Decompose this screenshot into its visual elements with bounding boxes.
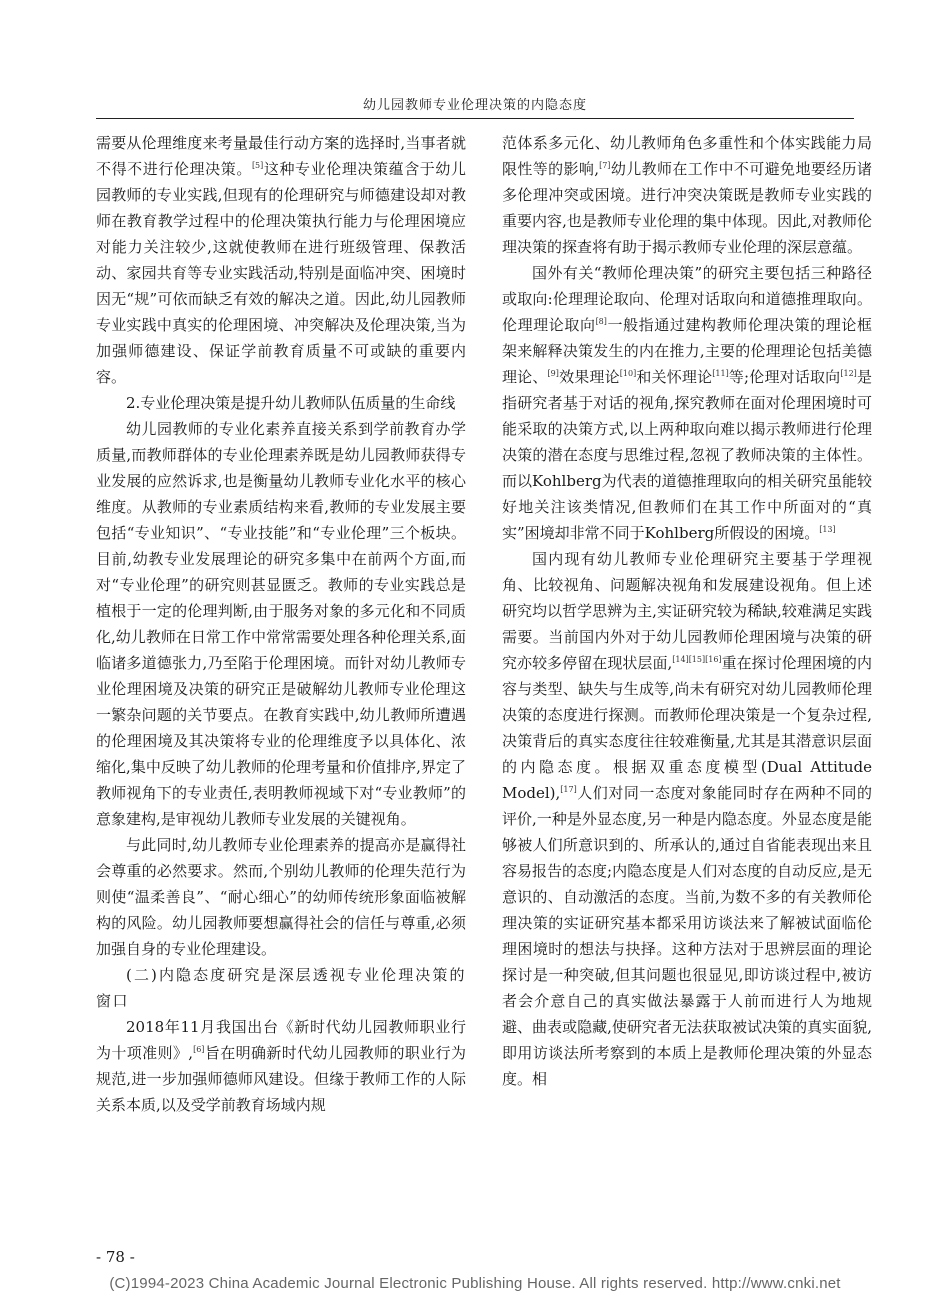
citation-ref: [7] [599, 161, 611, 170]
citation-ref: [5] [251, 161, 264, 170]
paragraph-text: 旨在明确新时代幼儿园教师的职业行为规范,进一步加强师德师风建设。但缘于教师工作的人际关系本质,以及受学前教育场域内规 [96, 1044, 466, 1114]
running-head: 幼儿园教师专业伦理决策的内隐态度 [362, 98, 587, 113]
paragraph-text: 等;伦理对话取向 [728, 368, 841, 386]
paragraph-text: 与此同时,幼儿教师专业伦理素养的提高亦是赢得社会尊重的必然要求。然而,个别幼儿教师的伦理失范行为则使“温柔善良”、“耐心细心”的幼师传统形象面临被解构的风险。幼儿园教师要想赢得社会的信任与尊重,必须加强自身的专业伦理建设。 [96, 836, 466, 958]
paragraph-text: (二)内隐态度研究是深层透视专业伦理决策的窗口 [96, 966, 466, 1010]
page-number: - 78 - [96, 1248, 135, 1266]
paragraph-text: 和关怀理论 [636, 368, 713, 386]
body-paragraph [96, 416, 466, 832]
paragraph-text: 2.专业伦理决策是提升幼儿教师队伍质量的生命线 [126, 394, 456, 412]
paragraph-text: 国外有关“教师伦理决策”的研究主要包括三种路径或取向:伦理理论取向、伦理对话取向和道德推理取向。伦理理论取向 [502, 264, 872, 334]
paragraph-text: 人们对同一态度对象能同时存在两种不同的评价,一种是外显态度,另一种是内隐态度。外显态度是能够被人们所意识到的、所承认的,通过自省能表现出来且容易报告的态度;内隐态度是人们对态度的自动反应,是无意识的、自动激活的态度。当前,为数不多的有关教师伦理决策的实证研究基本都采用访谈法来了解被试面临伦理困境时的想法与抉择。这种方法对于思辨层面的理论探讨是一种突破,但其问题也很显见,即访谈过程中,被访者会介意自己的真实做法暴露于人前而进行人为地规避、曲表或隐藏,使研究者无法获取被试决策的真实面貌,即用访谈法所考察到的本质上是教师伦理决策的外显态度。相 [502, 784, 872, 1088]
paragraph-text: 2018年11月我国出台《新时代幼儿园教师职业行为十项准则》, [96, 1018, 466, 1062]
section-heading [96, 962, 466, 1014]
paragraph-text: 是指研究者基于对话的视角,探究教师在面对伦理困境时可能采取的决策方式,以上两种取向难以揭示教师进行伦理决策的潜在态度与思维过程,忽视了教师决策的主体性。而以Kohlberg为代表的道德推理取向的相关研究虽能较好地关注该类情况,但教师们在其工作中所面对的“真实”困境却非常不同于Kohlberg所假设的困境。 [502, 368, 872, 542]
citation-ref: [13] [819, 525, 836, 534]
citation-ref: [11] [712, 369, 729, 378]
copyright-notice: (C)1994-2023 China Academic Journal Electronic Publishing House. All rights reserved. http://www.cnki.net [109, 1275, 841, 1292]
citation-ref: [8] [595, 317, 607, 326]
body-paragraph [502, 260, 872, 546]
citation-ref: [17] [560, 785, 577, 794]
citation-ref: [9] [547, 369, 559, 378]
citation-ref: [12] [840, 369, 857, 378]
left-column [96, 130, 466, 1118]
paragraph-text: 幼儿教师在工作中不可避免地要经历诸多伦理冲突或困境。进行冲突决策既是教师专业实践的重要内容,也是教师专业伦理的集中体现。因此,对教师伦理决策的探查将有助于揭示教师专业伦理的深层意蕴。 [502, 160, 872, 256]
paragraph-text: 这种专业伦理决策蕴含于幼儿园教师的专业实践,但现有的伦理研究与师德建设却对教师在教育教学过程中的伦理决策执行能力与伦理困境应对能力关注较少,这就使教师在进行班级管理、保教活动、家园共育等专业实践活动,特别是面临冲突、困境时因无“规”可依而缺乏有效的解决之道。因此,幼儿园教师专业实践中真实的伦理困境、冲突解决及伦理决策,当为加强师德建设、保证学前教育质量不可或缺的重要内容。 [96, 160, 466, 386]
paragraph-text: 需要从伦理维度来考量最佳行动方案的选择时,当事者就不得不进行伦理决策。 [96, 134, 466, 178]
citation-ref: [10] [619, 369, 637, 378]
citation-ref: [6] [193, 1045, 205, 1054]
paragraph-text: 国内现有幼儿教师专业伦理研究主要基于学理视角、比较视角、问题解决视角和发展建设视角。但上述研究均以哲学思辨为主,实证研究较为稀缺,较难满足实践需要。当前国内外对于幼儿园教师伦理困境与决策的研究亦较多停留在现状层面, [502, 550, 872, 672]
body-paragraph [502, 546, 872, 1092]
paragraph-text: 一般指通过建构教师伦理决策的理论框架来解释决策发生的内在推力,主要的伦理理论包括美德理论、 [502, 316, 872, 386]
body-paragraph [96, 130, 466, 390]
body-paragraph [96, 1014, 466, 1118]
paragraph-text: 效果理论 [558, 368, 620, 386]
paragraph-text: 范体系多元化、幼儿教师角色多重性和个体实践能力局限性等的影响, [502, 134, 872, 178]
paragraph-text: 幼儿园教师的专业化素养直接关系到学前教育办学质量,而教师群体的专业伦理素养既是幼儿园教师获得专业发展的应然诉求,也是衡量幼儿教师专业化水平的核心维度。从教师的专业素质结构来看,教师的专业发展主要包括“专业知识”、“专业技能”和“专业伦理”三个板块。目前,幼教专业发展理论的研究多集中在前两个方面,而对“专业伦理”的研究则甚显匮乏。教师的专业实践总是植根于一定的伦理判断,由于服务对象的多元化和不同质化,幼儿教师在日常工作中常常需要处理各种伦理关系,面临诸多道德张力,乃至陷于伦理困境。而针对幼儿教师专业伦理困境及决策的研究正是破解幼儿教师专业伦理这一繁杂问题的关节要点。在教育实践中,幼儿教师所遭遇的伦理困境及其决策将专业的伦理维度予以具体化、浓缩化,集中反映了幼儿教师的伦理考量和价值排序,界定了教师视角下的专业责任,表明教师视域下对“专业教师”的意象建构,是审视幼儿教师专业发展的关键视角。 [96, 420, 466, 828]
citation-ref: [14][15][16] [672, 655, 722, 664]
body-paragraph [96, 832, 466, 962]
paragraph-text: 重在探讨伦理困境的内容与类型、缺失与生成等,尚未有研究对幼儿园教师伦理决策的态度进行探测。而教师伦理决策是一个复杂过程,决策背后的真实态度往往较难衡量,尤其是其潜意识层面的内隐态度。根据双重态度模型(Dual Attitude Model), [502, 654, 872, 802]
body-paragraph [502, 130, 872, 260]
subsection-heading [96, 390, 466, 416]
header-rule [96, 118, 854, 119]
right-column [502, 130, 872, 1092]
